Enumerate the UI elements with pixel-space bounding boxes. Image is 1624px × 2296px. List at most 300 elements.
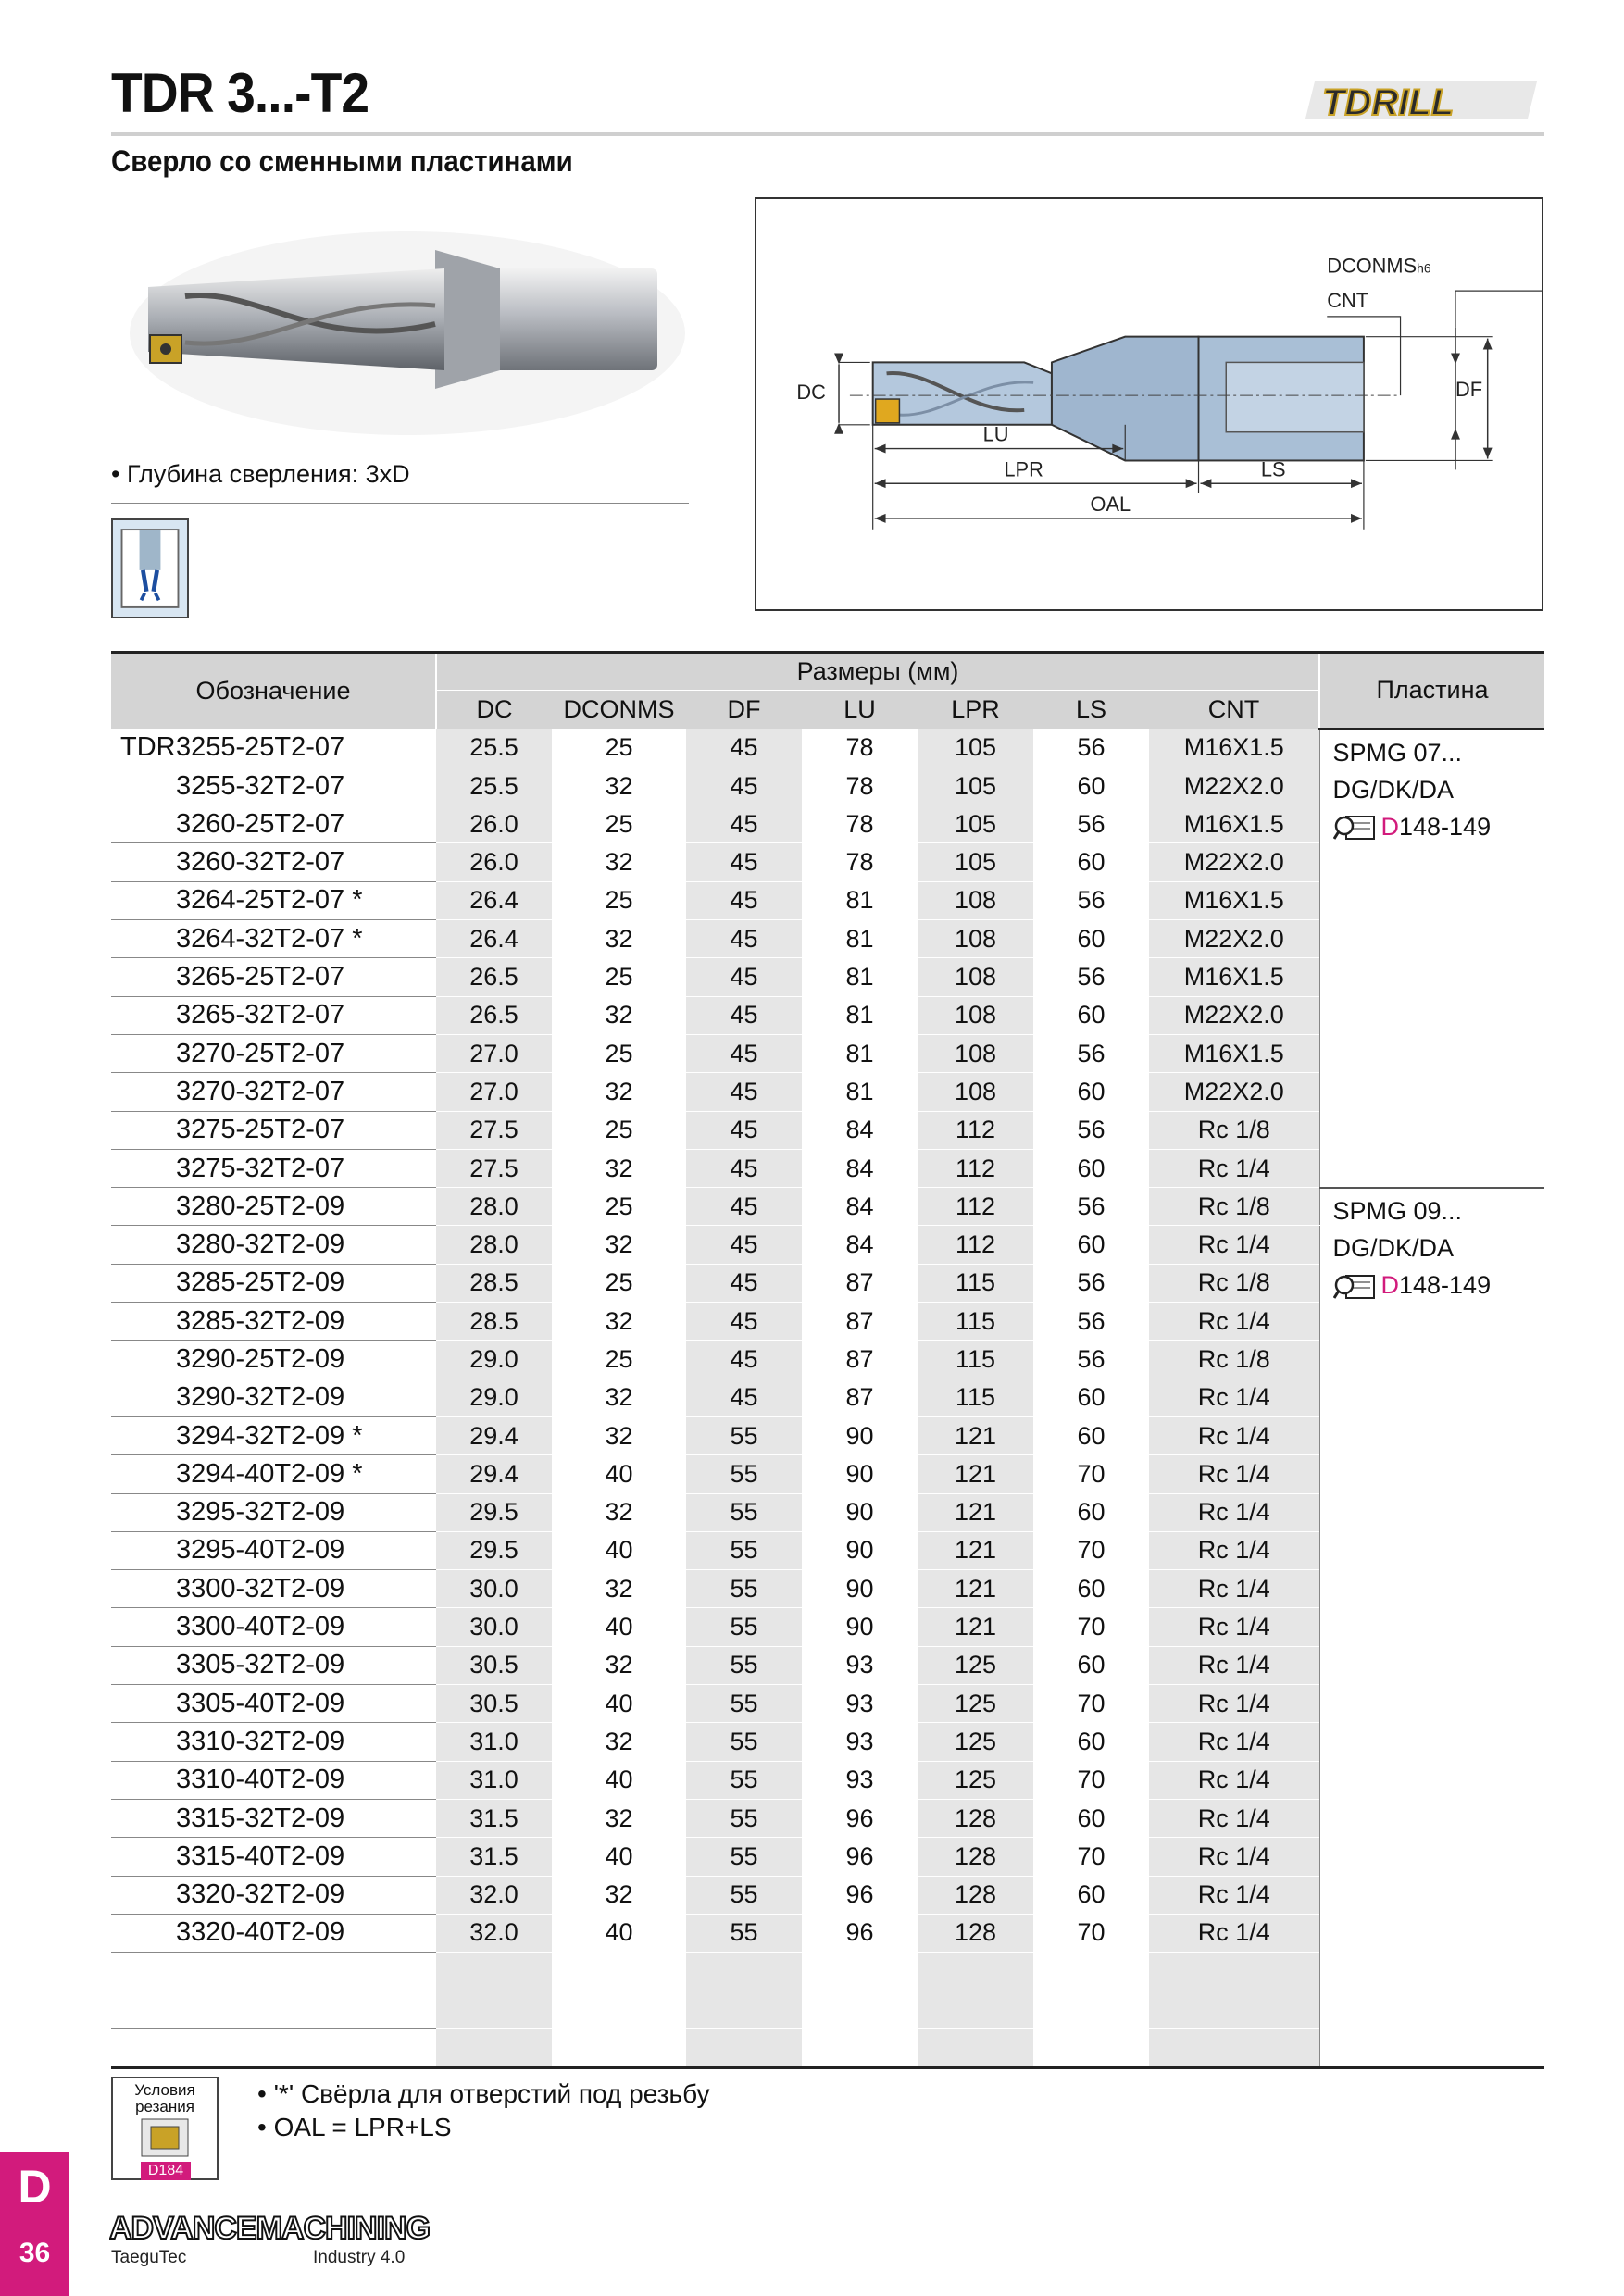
value-lpr: 121 <box>918 1455 1033 1493</box>
value-dc: 29.4 <box>436 1455 552 1493</box>
value-ls: 56 <box>1033 1303 1149 1341</box>
value-dc: 26.5 <box>436 958 552 996</box>
value-ls: 70 <box>1033 1455 1149 1493</box>
ref-pages: 148-149 <box>1399 1270 1492 1299</box>
value-lpr: 115 <box>918 1341 1033 1379</box>
value-dconms: 32 <box>552 1570 686 1608</box>
value-df: 45 <box>686 1188 802 1226</box>
designation-code: 3305-32T2-09 <box>176 1650 345 1680</box>
value-ls: 56 <box>1033 1264 1149 1302</box>
value-lu: 84 <box>802 1226 918 1264</box>
value-df <box>686 1953 802 1990</box>
value-cnt: M22X2.0 <box>1149 843 1319 881</box>
value-df: 55 <box>686 1876 802 1914</box>
value-lu: 87 <box>802 1341 918 1379</box>
designation-code: 3320-40T2-09 <box>176 1917 345 1948</box>
brand-right: Industry 4.0 <box>313 2248 406 2267</box>
value-cnt: Rc 1/4 <box>1149 1914 1319 1952</box>
value-lpr: 105 <box>918 729 1033 767</box>
value-lu: 90 <box>802 1608 918 1646</box>
logo-text: TDRILL <box>1322 82 1455 123</box>
value-lu: 93 <box>802 1646 918 1684</box>
drill-photo <box>130 213 685 435</box>
value-cnt: Rc 1/4 <box>1149 1531 1319 1569</box>
page-title: TDR 3...-T2 <box>111 62 369 124</box>
value-df: 45 <box>686 1034 802 1072</box>
cutting-conditions-box[interactable] <box>111 2077 219 2180</box>
header-dimensions: Размеры (мм) <box>436 653 1319 691</box>
value-dc <box>436 1953 552 1990</box>
value-dc: 27.5 <box>436 1149 552 1187</box>
value-dc: 28.5 <box>436 1264 552 1302</box>
value-ls: 70 <box>1033 1761 1149 1799</box>
header-col-lpr: LPR <box>918 691 1033 729</box>
insert-page-ref[interactable] <box>1333 1267 1545 1304</box>
value-ls: 60 <box>1033 1379 1149 1416</box>
value-cnt <box>1149 1953 1319 1990</box>
section-letter: D <box>18 2161 52 2213</box>
header-col-ls: LS <box>1033 691 1149 729</box>
designation-code: 3305-40T2-09 <box>176 1688 345 1718</box>
value-dc: 32.0 <box>436 1914 552 1952</box>
header-col-dc: DC <box>436 691 552 729</box>
ref-letter: D <box>1380 1270 1399 1299</box>
designation-code: 3255-32T2-07 <box>176 770 345 801</box>
value-lu: 96 <box>802 1838 918 1876</box>
value-ls: 60 <box>1033 1723 1149 1761</box>
value-ls: 70 <box>1033 1914 1149 1952</box>
value-lpr: 121 <box>918 1531 1033 1569</box>
value-ls: 60 <box>1033 1493 1149 1531</box>
value-dc: 31.5 <box>436 1799 552 1837</box>
designation-code: 3264-25T2-07 * <box>176 885 363 916</box>
value-dconms: 40 <box>552 1531 686 1569</box>
catalog-ref-icon <box>1333 1272 1378 1302</box>
designation-cell <box>111 1303 436 1341</box>
value-lpr: 112 <box>918 1188 1033 1226</box>
value-df: 45 <box>686 996 802 1034</box>
value-df: 45 <box>686 767 802 805</box>
value-dconms: 32 <box>552 996 686 1034</box>
spec-table-body <box>111 729 1544 2066</box>
value-cnt: Rc 1/4 <box>1149 1149 1319 1187</box>
value-cnt: M22X2.0 <box>1149 996 1319 1034</box>
value-dc: 30.5 <box>436 1646 552 1684</box>
value-df: 45 <box>686 881 802 919</box>
designation-cell <box>111 1226 436 1264</box>
designation-cell <box>111 1685 436 1723</box>
value-df: 45 <box>686 1341 802 1379</box>
insert-chipbreaker: DG/DK/DA <box>1332 775 1455 804</box>
value-df: 55 <box>686 1685 802 1723</box>
value-df: 55 <box>686 1455 802 1493</box>
value-lpr: 115 <box>918 1379 1033 1416</box>
value-cnt: Rc 1/8 <box>1149 1341 1319 1379</box>
value-lu: 87 <box>802 1264 918 1302</box>
value-lpr <box>918 2028 1033 2066</box>
footnotes <box>257 2078 710 2144</box>
value-cnt: Rc 1/4 <box>1149 1799 1319 1837</box>
value-lu <box>802 1990 918 2028</box>
value-ls: 60 <box>1033 1149 1149 1187</box>
value-lu: 84 <box>802 1111 918 1149</box>
value-dconms: 25 <box>552 1264 686 1302</box>
value-lu: 96 <box>802 1799 918 1837</box>
value-ls: 70 <box>1033 1608 1149 1646</box>
designation-cell <box>111 1914 436 1952</box>
lpr-label: LPR <box>1004 457 1043 481</box>
designation-cell <box>111 1264 436 1302</box>
designation-cell <box>111 729 436 767</box>
value-lu: 87 <box>802 1303 918 1341</box>
value-dc: 29.0 <box>436 1341 552 1379</box>
value-lpr: 105 <box>918 805 1033 843</box>
value-lu: 81 <box>802 996 918 1034</box>
feature-divider <box>111 503 689 504</box>
designation-code: 3310-32T2-09 <box>176 1726 345 1756</box>
value-dc: 26.4 <box>436 920 552 958</box>
value-ls: 60 <box>1033 1073 1149 1111</box>
value-lpr: 125 <box>918 1685 1033 1723</box>
designation-cell <box>111 958 436 996</box>
value-cnt: Rc 1/4 <box>1149 1455 1319 1493</box>
value-dconms <box>552 1953 686 1990</box>
designation-code: 3260-32T2-07 <box>176 847 345 878</box>
value-df: 45 <box>686 729 802 767</box>
designation-code: 3265-32T2-07 <box>176 1000 345 1030</box>
value-cnt: M16X1.5 <box>1149 729 1319 767</box>
cutting-conditions-icon <box>132 2117 197 2158</box>
value-df: 55 <box>686 1723 802 1761</box>
designation-cell <box>111 1723 436 1761</box>
designation-code: 3270-32T2-07 <box>176 1076 345 1106</box>
dconms-text: DCONMS <box>1327 254 1418 278</box>
value-dc: 31.0 <box>436 1723 552 1761</box>
value-dconms: 32 <box>552 1303 686 1341</box>
value-df: 55 <box>686 1608 802 1646</box>
value-dc: 25.5 <box>436 729 552 767</box>
value-dconms: 32 <box>552 1493 686 1531</box>
value-df: 55 <box>686 1646 802 1684</box>
value-dc: 27.0 <box>436 1034 552 1072</box>
dconms-tolerance: h6 <box>1417 260 1431 276</box>
value-lpr: 105 <box>918 843 1033 881</box>
value-lpr: 112 <box>918 1111 1033 1149</box>
value-lpr: 115 <box>918 1264 1033 1302</box>
value-cnt: M16X1.5 <box>1149 881 1319 919</box>
value-lu: 90 <box>802 1455 918 1493</box>
value-dconms: 40 <box>552 1838 686 1876</box>
header-col-df: DF <box>686 691 802 729</box>
designation-cell <box>111 1799 436 1837</box>
value-dconms: 32 <box>552 1416 686 1454</box>
value-df: 45 <box>686 843 802 881</box>
header-insert: Пластина <box>1319 653 1544 730</box>
value-dc: 28.5 <box>436 1303 552 1341</box>
value-dc: 29.5 <box>436 1531 552 1569</box>
designation-cell <box>111 1531 436 1569</box>
value-lpr: 108 <box>918 1034 1033 1072</box>
value-dconms: 32 <box>552 1723 686 1761</box>
value-dconms: 40 <box>552 1608 686 1646</box>
value-ls: 60 <box>1033 1646 1149 1684</box>
value-lpr: 125 <box>918 1761 1033 1799</box>
value-cnt: M16X1.5 <box>1149 805 1319 843</box>
value-lpr: 121 <box>918 1608 1033 1646</box>
value-dconms: 32 <box>552 1226 686 1264</box>
value-lu: 78 <box>802 805 918 843</box>
value-lpr: 112 <box>918 1149 1033 1187</box>
cond-line2: резания <box>135 2098 194 2115</box>
value-dconms: 25 <box>552 1341 686 1379</box>
designation-cell <box>111 1608 436 1646</box>
value-cnt: Rc 1/8 <box>1149 1188 1319 1226</box>
brand-left: TaeguTec <box>111 2248 187 2267</box>
value-lpr: 125 <box>918 1646 1033 1684</box>
value-dc: 31.0 <box>436 1761 552 1799</box>
value-cnt: Rc 1/4 <box>1149 1379 1319 1416</box>
designation-code: 3270-25T2-07 <box>176 1038 345 1068</box>
value-lpr: 128 <box>918 1914 1033 1952</box>
designation-cell <box>111 1188 436 1226</box>
value-df <box>686 1990 802 2028</box>
brand-text: ADVANCEMACHINING <box>109 2211 431 2246</box>
value-cnt: Rc 1/4 <box>1149 1761 1319 1799</box>
value-lpr: 121 <box>918 1416 1033 1454</box>
cond-line1: Условия <box>134 2081 195 2099</box>
value-ls: 70 <box>1033 1685 1149 1723</box>
designation-code: 3285-32T2-09 <box>176 1305 345 1336</box>
designation-code: 3275-25T2-07 <box>176 1115 345 1145</box>
tdrill-logo <box>1305 74 1546 126</box>
designation-code: 3320-32T2-09 <box>176 1879 345 1910</box>
designation-cell <box>111 1493 436 1531</box>
value-dc: 30.0 <box>436 1608 552 1646</box>
value-dc: 29.5 <box>436 1493 552 1531</box>
designation-code: 3280-32T2-09 <box>176 1229 345 1260</box>
value-dconms: 25 <box>552 958 686 996</box>
value-ls: 60 <box>1033 920 1149 958</box>
df-label: DF <box>1455 378 1483 402</box>
cond-ref: D184 <box>141 2162 191 2180</box>
header-col-lu: LU <box>802 691 918 729</box>
value-dconms: 32 <box>552 843 686 881</box>
designation-cell <box>111 1416 436 1454</box>
designation-cell <box>111 1876 436 1914</box>
value-cnt: Rc 1/4 <box>1149 1226 1319 1264</box>
designation-code: 3285-25T2-09 <box>176 1267 345 1298</box>
value-df: 55 <box>686 1493 802 1531</box>
value-cnt: Rc 1/4 <box>1149 1685 1319 1723</box>
designation-code: 3295-40T2-09 <box>176 1535 345 1566</box>
value-ls: 56 <box>1033 805 1149 843</box>
value-dconms: 40 <box>552 1761 686 1799</box>
value-dconms: 40 <box>552 1685 686 1723</box>
designation-code: 3275-32T2-07 <box>176 1153 345 1183</box>
insert-grade: SPMG 07... <box>1332 738 1463 767</box>
value-lpr: 108 <box>918 996 1033 1034</box>
value-dconms: 32 <box>552 767 686 805</box>
value-lpr: 112 <box>918 1226 1033 1264</box>
value-lu: 96 <box>802 1914 918 1952</box>
value-ls: 56 <box>1033 958 1149 996</box>
value-ls: 56 <box>1033 1034 1149 1072</box>
designation-code: 3315-40T2-09 <box>176 1841 345 1871</box>
value-dc <box>436 1990 552 2028</box>
value-dconms: 25 <box>552 805 686 843</box>
value-dc: 26.5 <box>436 996 552 1034</box>
value-cnt: Rc 1/4 <box>1149 1876 1319 1914</box>
insert-cell <box>1319 729 1544 1188</box>
insert-cell <box>1319 1188 1544 2067</box>
designation-cell <box>111 1073 436 1111</box>
value-ls <box>1033 2028 1149 2066</box>
designation-cell <box>111 767 436 805</box>
designation-code: 3260-25T2-07 <box>176 808 345 839</box>
value-lu <box>802 2028 918 2066</box>
value-dconms: 32 <box>552 1646 686 1684</box>
value-ls: 60 <box>1033 843 1149 881</box>
value-df: 45 <box>686 1226 802 1264</box>
value-dc: 26.0 <box>436 843 552 881</box>
value-dc <box>436 2028 552 2066</box>
value-lpr: 125 <box>918 1723 1033 1761</box>
value-dc: 26.0 <box>436 805 552 843</box>
value-ls: 60 <box>1033 996 1149 1034</box>
ls-label: LS <box>1260 457 1286 481</box>
value-lu: 81 <box>802 958 918 996</box>
value-dc: 28.0 <box>436 1188 552 1226</box>
designation-cell <box>111 1990 436 2028</box>
value-lu: 81 <box>802 881 918 919</box>
value-lu: 81 <box>802 920 918 958</box>
designation-cell <box>111 1838 436 1876</box>
value-lu: 78 <box>802 843 918 881</box>
value-dc: 26.4 <box>436 881 552 919</box>
lu-label: LU <box>982 422 1009 446</box>
value-lpr: 108 <box>918 958 1033 996</box>
title-divider <box>111 132 1544 136</box>
value-cnt: Rc 1/4 <box>1149 1646 1319 1684</box>
value-dc: 25.5 <box>436 767 552 805</box>
page-subtitle: Сверло со сменными пластинами <box>111 144 573 178</box>
designation-cell <box>111 881 436 919</box>
designation-code: 3264-32T2-07 * <box>176 923 363 954</box>
dimension-diagram <box>755 197 1543 611</box>
drilling-depth: • Глубина сверления: 3xD <box>111 460 410 488</box>
value-cnt: Rc 1/4 <box>1149 1303 1319 1341</box>
designation-cell <box>111 1034 436 1072</box>
value-dconms: 25 <box>552 729 686 767</box>
value-cnt: M22X2.0 <box>1149 1073 1319 1111</box>
value-lu: 78 <box>802 767 918 805</box>
value-cnt: Rc 1/4 <box>1149 1608 1319 1646</box>
value-dconms: 25 <box>552 1188 686 1226</box>
designation-cell <box>111 805 436 843</box>
value-lpr: 121 <box>918 1493 1033 1531</box>
value-df <box>686 2028 802 2066</box>
value-df: 45 <box>686 1303 802 1341</box>
dconms-label <box>1327 254 1431 277</box>
value-cnt: Rc 1/4 <box>1149 1723 1319 1761</box>
designation-code: 3300-40T2-09 <box>176 1612 345 1642</box>
designation-cell <box>111 2028 436 2066</box>
value-dc: 27.5 <box>436 1111 552 1149</box>
value-df: 55 <box>686 1570 802 1608</box>
value-dconms: 25 <box>552 1111 686 1149</box>
designation-code: 3295-32T2-09 <box>176 1497 345 1528</box>
value-lpr: 108 <box>918 920 1033 958</box>
designation-code: 3255-25T2-07 <box>176 731 345 762</box>
value-dc: 31.5 <box>436 1838 552 1876</box>
header-designation: Обозначение <box>111 653 436 730</box>
value-df: 55 <box>686 1838 802 1876</box>
value-lu: 78 <box>802 729 918 767</box>
value-dc: 30.5 <box>436 1685 552 1723</box>
value-lu: 93 <box>802 1723 918 1761</box>
value-dc: 28.0 <box>436 1226 552 1264</box>
value-lpr: 108 <box>918 881 1033 919</box>
cnt-label: CNT <box>1327 288 1369 312</box>
value-df: 45 <box>686 805 802 843</box>
value-cnt: Rc 1/4 <box>1149 1416 1319 1454</box>
value-lu <box>802 1953 918 1990</box>
value-dconms: 32 <box>552 1073 686 1111</box>
value-ls: 60 <box>1033 1570 1149 1608</box>
value-dc: 32.0 <box>436 1876 552 1914</box>
insert-page-ref[interactable] <box>1333 808 1545 845</box>
value-ls <box>1033 1953 1149 1990</box>
value-cnt <box>1149 1990 1319 2028</box>
value-ls: 56 <box>1033 881 1149 919</box>
designation-cell <box>111 1379 436 1416</box>
value-dconms: 40 <box>552 1914 686 1952</box>
value-lu: 84 <box>802 1188 918 1226</box>
oal-label: OAL <box>1090 492 1131 516</box>
ref-pages: 148-149 <box>1399 812 1492 841</box>
value-df: 45 <box>686 1379 802 1416</box>
designation-cell <box>111 1761 436 1799</box>
advance-machining-logo <box>109 2205 443 2270</box>
designation-code: 3290-32T2-09 <box>176 1382 345 1413</box>
section-tab <box>0 2152 69 2296</box>
designation-cell <box>111 1111 436 1149</box>
value-cnt: M16X1.5 <box>1149 1034 1319 1072</box>
designation-code: 3265-25T2-07 <box>176 962 345 992</box>
designation-cell <box>111 1570 436 1608</box>
value-lu: 93 <box>802 1761 918 1799</box>
header-col-dconms: DCONMS <box>552 691 686 729</box>
value-lu: 90 <box>802 1493 918 1531</box>
value-lu: 96 <box>802 1876 918 1914</box>
value-df: 45 <box>686 1111 802 1149</box>
value-lpr <box>918 1953 1033 1990</box>
value-ls: 56 <box>1033 1188 1149 1226</box>
value-ls: 60 <box>1033 767 1149 805</box>
catalog-ref-icon <box>1333 813 1378 842</box>
value-ls: 60 <box>1033 1416 1149 1454</box>
value-ls: 56 <box>1033 1111 1149 1149</box>
value-lpr: 105 <box>918 767 1033 805</box>
value-dconms: 40 <box>552 1455 686 1493</box>
value-df: 45 <box>686 1264 802 1302</box>
designation-code: 3310-40T2-09 <box>176 1765 345 1795</box>
value-dc: 29.0 <box>436 1379 552 1416</box>
value-ls: 56 <box>1033 729 1149 767</box>
value-cnt: M16X1.5 <box>1149 958 1319 996</box>
value-ls: 60 <box>1033 1876 1149 1914</box>
value-lu: 81 <box>802 1073 918 1111</box>
